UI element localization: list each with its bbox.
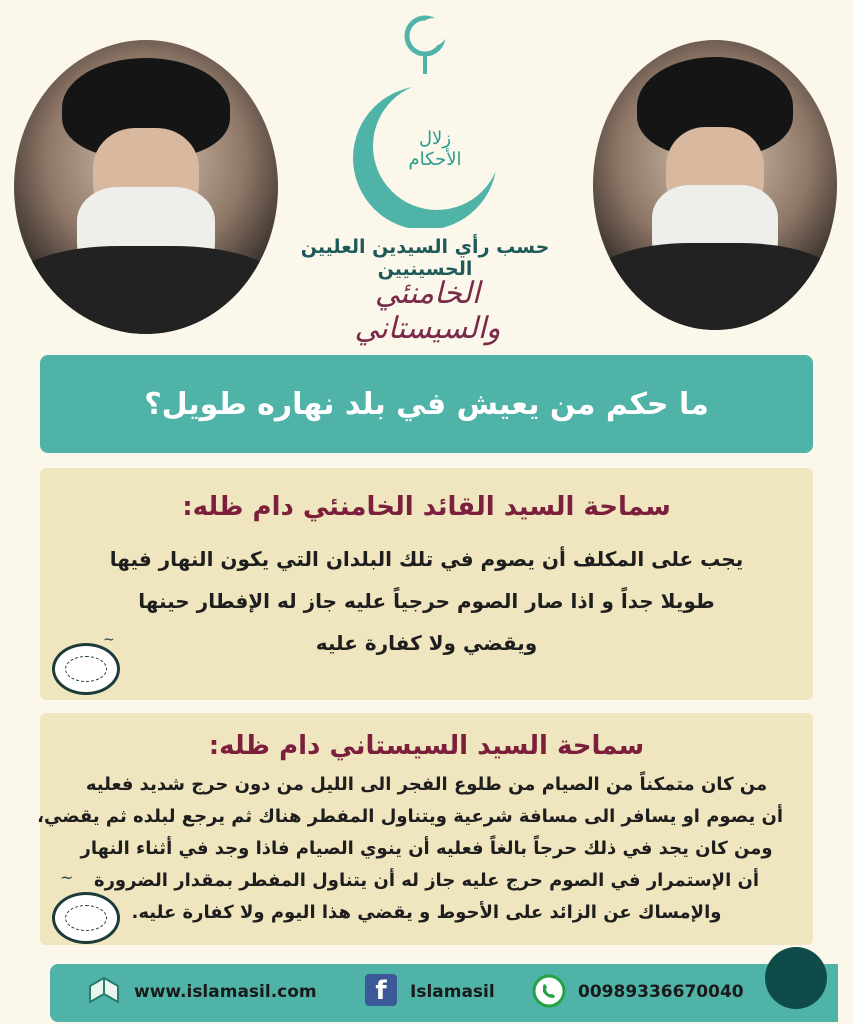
- portrait-sistani: [14, 40, 278, 334]
- website-link[interactable]: www.islamasil.com: [134, 982, 317, 1002]
- facebook-icon[interactable]: f: [365, 974, 397, 1006]
- scholars-names: الخامنئي والسيستاني: [354, 276, 501, 346]
- ruling-heading: سماحة السيد القائد الخامنئي دام ظله:: [182, 492, 671, 522]
- seal-icon: [52, 643, 120, 695]
- question-text: ما حكم من يعيش في بلد نهاره طويل؟: [144, 386, 709, 422]
- ruling-line: أن الإستمرار في الصوم حرج عليه جاز له أن يتناول المفطر بمقدار الضرورة: [93, 870, 760, 891]
- ruling-sistani: [37, 713, 813, 945]
- signature-icon: ~: [60, 868, 74, 887]
- ruling-khamenei: [40, 468, 813, 700]
- ruling-line: ويقضي ولا كفارة عليه: [315, 631, 538, 655]
- whatsapp-icon[interactable]: [532, 974, 566, 1008]
- phone-link[interactable]: 00989336670040: [578, 982, 744, 1002]
- ruling-line: والإمساك عن الزائد على الأحوط و يقضي هذا اليوم ولا كفارة عليه.: [131, 902, 722, 923]
- crescent-logo-icon: [345, 8, 505, 228]
- website-icon[interactable]: [86, 972, 122, 1008]
- portrait-khamenei: [593, 40, 837, 330]
- question-banner: [40, 355, 813, 453]
- footer-circle-decoration: [765, 947, 827, 1009]
- ruling-line: يجب على المكلف أن يصوم في تلك البلدان التي يكون النهار فيها: [109, 547, 744, 571]
- logo-text: زلال الأحكام: [408, 128, 462, 170]
- facebook-link[interactable]: Islamasil: [410, 982, 495, 1002]
- signature-icon: ~: [103, 632, 115, 648]
- ruling-heading: سماحة السيد السيستاني دام ظله:: [208, 731, 645, 761]
- ruling-line: ومن كان يجد في ذلك حرجاً بالغاً فعليه أن ينوي الصيام فاذا وجد في أثناء النهار: [80, 838, 773, 859]
- ruling-line: أن يصوم او يسافر الى مسافة شرعية ويتناول المفطر هناك ثم يرجع لبلده ثم يقضي،: [37, 806, 783, 827]
- ruling-line: طويلا جداً و اذا صار الصوم حرجياً عليه جاز له الإفطار حينها: [138, 589, 715, 613]
- subtitle: حسب رأي السيدين العليين الحسينيين: [300, 236, 550, 280]
- ruling-line: من كان متمكناً من الصيام من طلوع الفجر الى الليل من دون حرج شديد فعليه: [85, 774, 768, 795]
- seal-icon: [52, 892, 120, 944]
